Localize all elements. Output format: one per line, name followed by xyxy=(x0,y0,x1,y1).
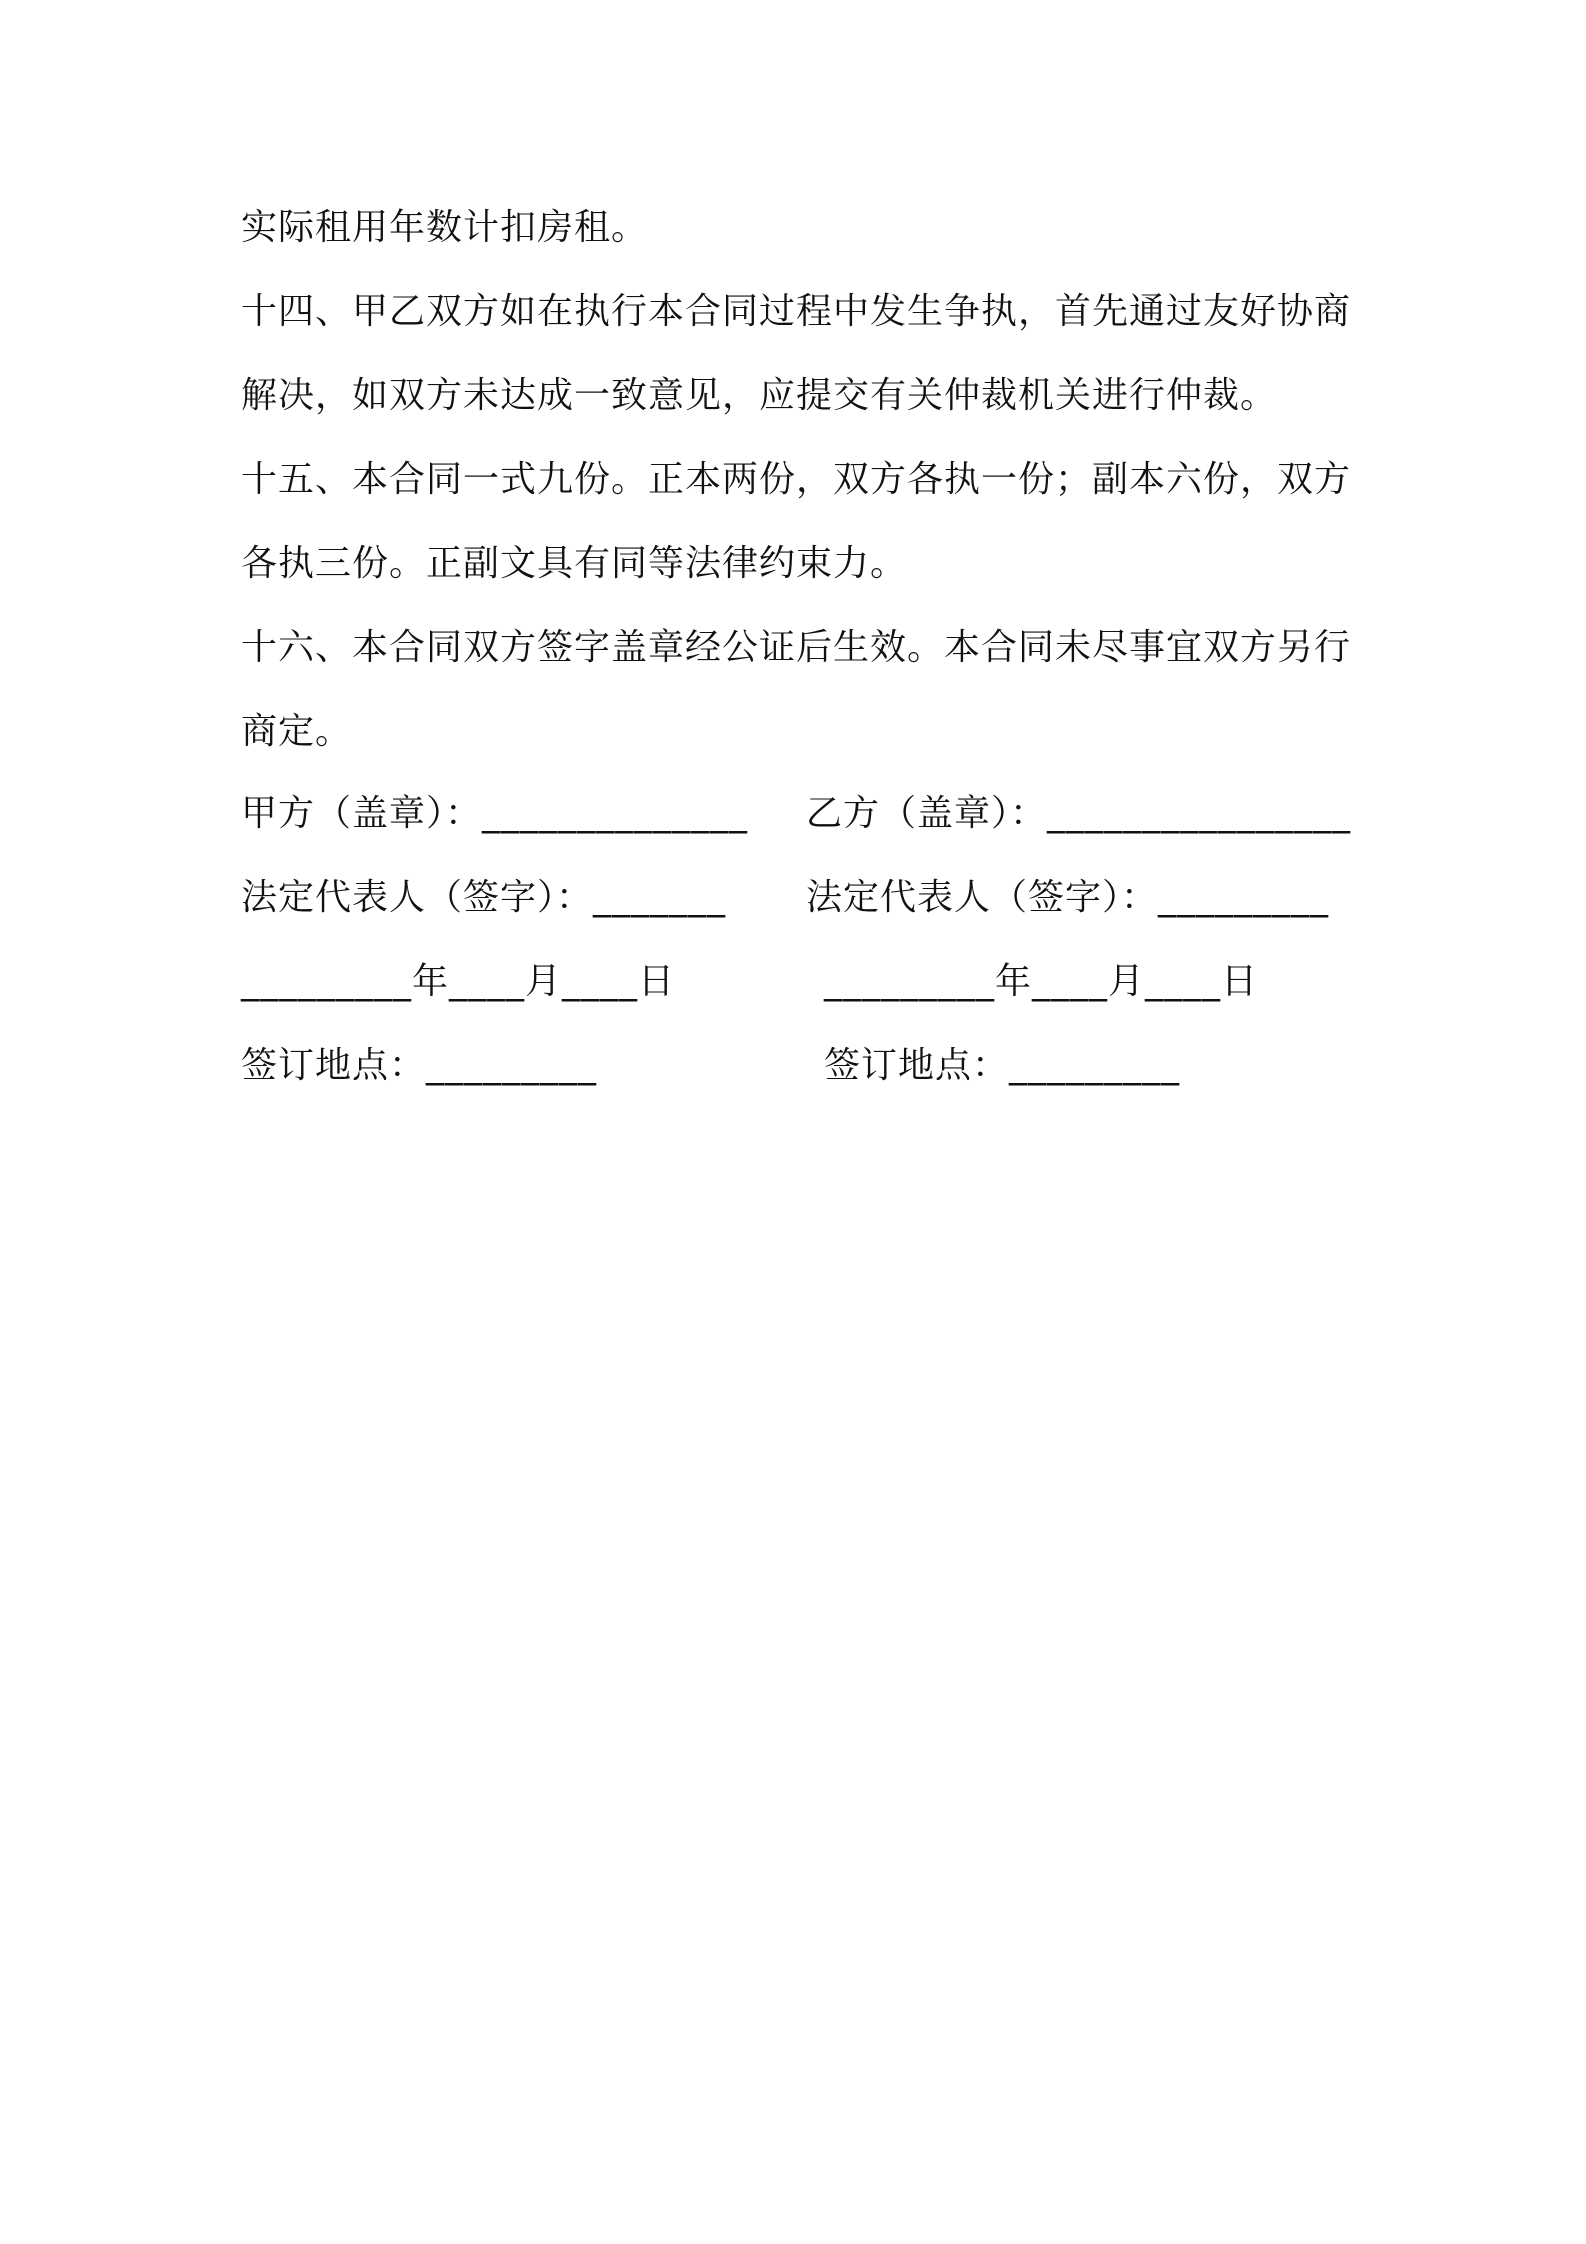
clause-15-line-1: 十五、本合同一式九份。正本两份，双方各执一份；副本六份，双方 xyxy=(241,459,1352,500)
party-b-signing-place-field: 签订地点：_________ xyxy=(824,1045,1181,1086)
party-b-date-field: _________年____月____日 xyxy=(824,961,1258,1002)
clause-14-line-1: 十四、甲乙双方如在执行本合同过程中发生争执，首先通过友好协商 xyxy=(241,291,1352,332)
clause-16-line-1: 十六、本合同双方签字盖章经公证后生效。本合同未尽事宜双方另行 xyxy=(241,627,1352,668)
party-a-date-field: _________年____月____日 xyxy=(241,961,675,1002)
party-b-seal-field: 乙方（盖章）：________________ xyxy=(806,793,1352,834)
party-a-seal-field: 甲方（盖章）：______________ xyxy=(241,793,749,834)
clause-14-line-2: 解决，如双方未达成一致意见，应提交有关仲裁机关进行仲裁。 xyxy=(241,375,1278,416)
party-b-representative-field: 法定代表人（签字）：_________ xyxy=(806,877,1330,918)
party-a-representative-field: 法定代表人（签字）：_______ xyxy=(241,877,727,918)
paragraph-rent-deduction: 实际租用年数计扣房租。 xyxy=(241,207,649,248)
clause-15-line-2: 各执三份。正副文具有同等法律约束力。 xyxy=(241,543,908,584)
clause-16-line-2: 商定。 xyxy=(241,711,353,752)
party-a-signing-place-field: 签订地点：_________ xyxy=(241,1045,598,1086)
